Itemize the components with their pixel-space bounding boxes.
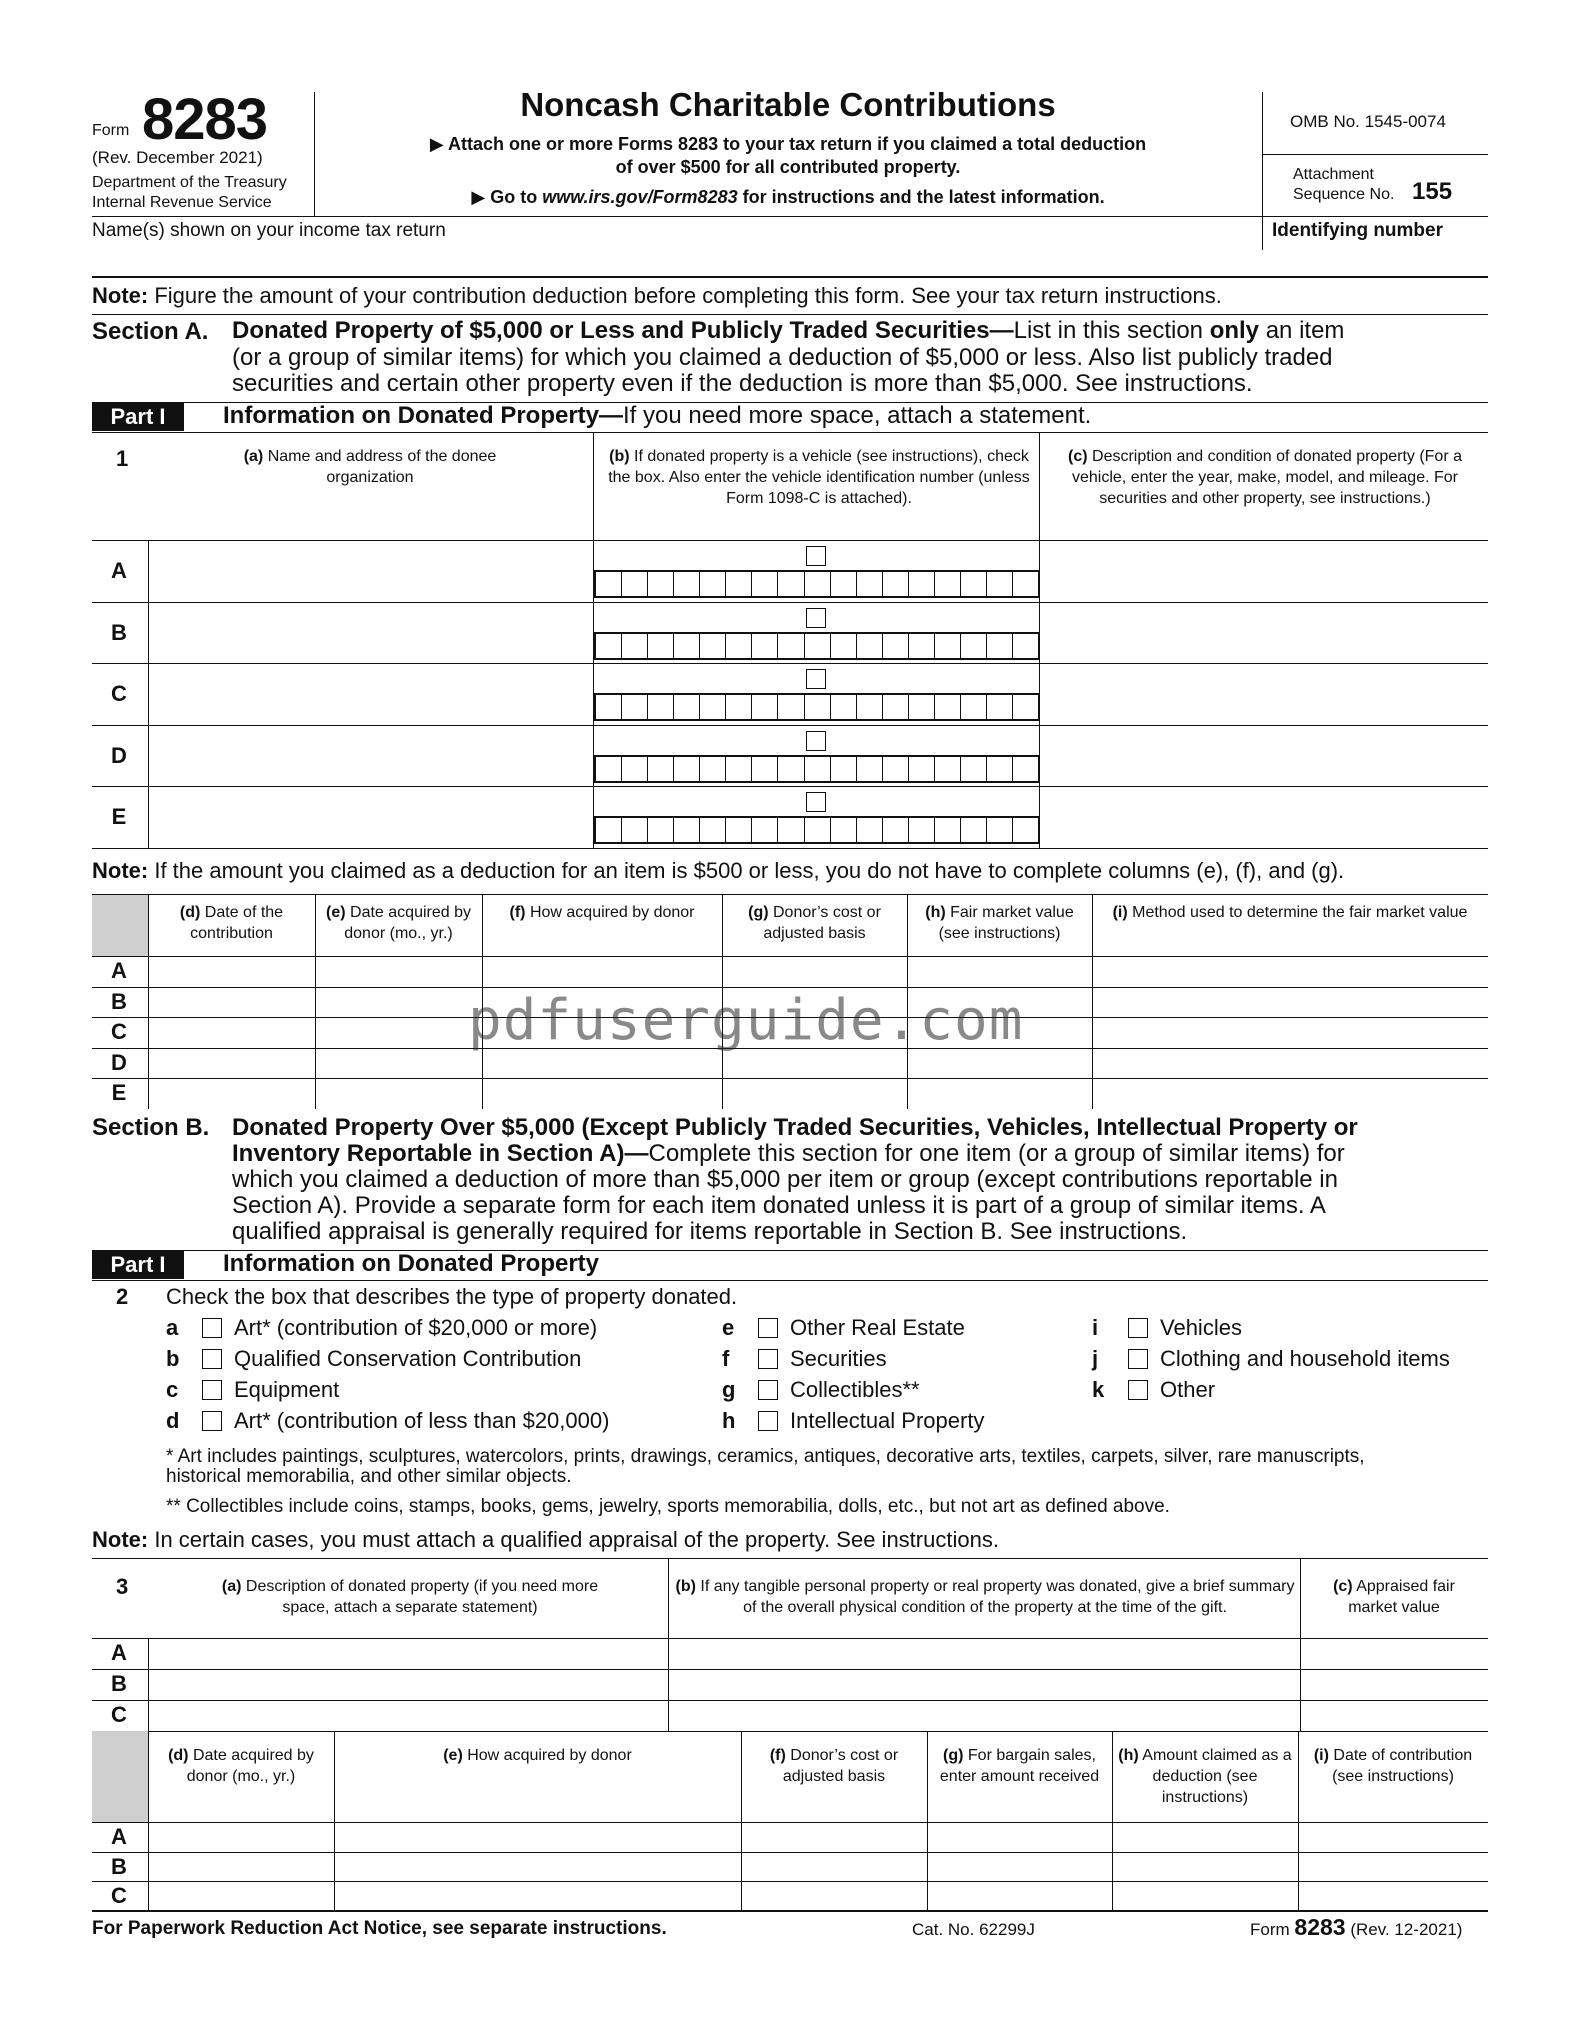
property-type-checkbox-h[interactable] [758, 1411, 778, 1431]
header-divider-left [314, 92, 315, 216]
table-a2-gray-cell [92, 895, 148, 957]
table-b2-header-g [931, 1745, 1108, 1787]
line-3-cell-a-2[interactable] [1302, 1640, 1486, 1667]
form-title: Noncash Charitable Contributions [520, 86, 1056, 123]
header-letter: (h) [925, 904, 946, 921]
line-1-header-rule [92, 540, 1488, 541]
table-b2-cell-b-3[interactable] [929, 1854, 1110, 1880]
table-b2-row-rule-a [92, 1852, 1488, 1853]
property-type-label-c: Equipment [234, 1377, 340, 1402]
names-bottom-rule [92, 276, 1488, 278]
section-a-text-2: an item [1259, 317, 1345, 344]
header-letter: (f) [509, 904, 526, 921]
header-letter: (d) [179, 904, 201, 921]
form-revision: (Rev. December 2021) [92, 148, 263, 167]
option-letter: i [1092, 1315, 1099, 1340]
property-type-label-f: Securities [790, 1346, 887, 1371]
table-a2-top-rule [92, 894, 1488, 895]
note-appraisal [92, 1527, 999, 1553]
line-3-cell-c-0[interactable] [150, 1702, 666, 1729]
table-b2-header-i [1302, 1745, 1484, 1787]
section-a-text-1: List in this section [1013, 317, 1210, 344]
header-text: Amount claimed as a deduction (see instructions) [1138, 1747, 1292, 1806]
omb-number: OMB No. 1545-0074 [1290, 112, 1446, 131]
option-letter: h [722, 1408, 736, 1433]
section-b-line-1: Donated Property Over $5,000 (Except Publicly Traded Securities, Vehicles, Intellectual Property or [232, 1114, 1358, 1141]
header-letter: (g) [748, 904, 769, 921]
note-2-label: Note: [92, 858, 149, 883]
header-divider-right [1262, 92, 1263, 250]
property-type-label-j: Clothing and household items [1160, 1346, 1450, 1371]
line-3-row-rule-b [92, 1700, 1488, 1701]
option-letter: d [166, 1408, 180, 1433]
property-type-label-a: Art* (contribution of $20,000 or more) [234, 1315, 598, 1340]
col-a-letter: (a) [243, 448, 264, 465]
property-type-checkbox-b[interactable] [202, 1349, 222, 1369]
table-b2-row-label-b: B [111, 1853, 127, 1879]
table-a2-row-label-d: D [111, 1049, 127, 1075]
table-a2-cell-d-3[interactable] [724, 1050, 905, 1077]
sequence-number: 155 [1412, 178, 1453, 205]
line-3-col-c-header [1310, 1576, 1478, 1618]
property-type-checkbox-g[interactable] [758, 1380, 778, 1400]
table-a2-divider-5 [1092, 894, 1093, 1109]
part-i-b-bottom-rule [92, 1280, 1488, 1281]
part-i-a-subtitle: If you need more space, attach a statement. [623, 402, 1092, 429]
header-text: How acquired by donor [462, 1747, 632, 1764]
table-b2-divider-0 [148, 1731, 149, 1911]
line-3-col-c-text: Appraised fair market value [1348, 1578, 1455, 1616]
line-1-row-label-a: A [111, 558, 127, 583]
part-i-a-title: Information on Donated Property— [223, 402, 624, 429]
line-3-cell-b-0[interactable] [150, 1671, 666, 1698]
section-b-line-5: qualified appraisal is generally required for items reportable in Section B. See instructions. [232, 1218, 1188, 1245]
catalog-number: Cat. No. 62299J [912, 1920, 1035, 1939]
sequence-label: Sequence No. [1293, 186, 1395, 203]
property-type-label-e: Other Real Estate [790, 1315, 965, 1340]
line-2-instruction: Check the box that describes the type of property donated. [166, 1284, 738, 1309]
header-letter: (h) [1118, 1747, 1139, 1764]
section-b-line-2 [232, 1140, 1345, 1168]
table-a2-cell-a-4[interactable] [909, 958, 1090, 985]
line-3-cell-c-2[interactable] [1302, 1702, 1486, 1729]
watermark: pdfuserguide.com [468, 988, 1024, 1053]
note-text: Figure the amount of your contribution deduction before completing this form. See your tax return instructions. [148, 283, 1222, 308]
note-500 [92, 858, 1344, 884]
note-3-text: In certain cases, you must attach a qualified appraisal of the property. See instructions. [148, 1527, 999, 1552]
header-text: How acquired by donor [525, 904, 695, 921]
section-a-line-2: (or a group of similar items) for which you claimed a deduction of $5,000 or less. Also list publicly traded [232, 344, 1333, 371]
table-b2-divider-4 [1112, 1731, 1113, 1911]
footer-revision: (Rev. 12-2021) [1350, 1920, 1463, 1939]
line-1-donee-field-b[interactable] [150, 604, 590, 662]
property-type-checkbox-c[interactable] [202, 1380, 222, 1400]
table-a2-cell-e-4[interactable] [909, 1080, 1090, 1107]
part-i-a-badge: Part I [92, 403, 184, 431]
vin-field-c[interactable] [594, 693, 1040, 721]
table-b2-divider-2 [741, 1731, 742, 1911]
table-a2-cell-e-0[interactable] [150, 1080, 313, 1107]
table-a2-header-e [319, 902, 478, 944]
line-1-row-rule-a [92, 602, 1488, 603]
property-type-option-g [722, 1377, 750, 1403]
vin-field-b[interactable] [594, 632, 1040, 660]
description-field-e[interactable] [1042, 788, 1486, 846]
line-3-cell-a-0[interactable] [150, 1640, 666, 1667]
section-b-title-2: Inventory Reportable in Section A)— [232, 1140, 649, 1167]
header-letter: (g) [943, 1747, 964, 1764]
vin-field-d[interactable] [594, 755, 1040, 783]
table-a2-cell-b-5[interactable] [1094, 989, 1486, 1016]
line-1-row-rule-b [92, 663, 1488, 664]
table-a2-cell-a-5[interactable] [1094, 958, 1486, 985]
line-1-number: 1 [116, 446, 129, 471]
line-3-col-a-letter: (a) [221, 1578, 242, 1595]
table-b2-cell-b-5[interactable] [1300, 1854, 1486, 1880]
option-letter: f [722, 1346, 730, 1371]
note-deduction [92, 283, 1222, 309]
option-letter: c [166, 1377, 179, 1402]
line-3-number: 3 [116, 1574, 129, 1599]
section-a-title: Donated Property of $5,000 or Less and Publicly Traded Securities— [232, 317, 1014, 344]
form-number: 8283 [142, 87, 268, 152]
vin-field-a[interactable] [594, 570, 1040, 598]
identifying-number-label: Identifying number [1272, 220, 1443, 241]
table-b2-divider-1 [334, 1731, 335, 1911]
vehicle-checkbox-c[interactable] [806, 669, 826, 689]
description-field-c[interactable] [1042, 665, 1486, 723]
table-b2-header-e [338, 1745, 737, 1766]
table-a2-header-d [152, 902, 311, 944]
line-3-row-label-c: C [111, 1702, 127, 1727]
property-type-checkbox-e[interactable] [758, 1318, 778, 1338]
header-letter: (e) [443, 1747, 463, 1764]
header-text: Donor’s cost or adjusted basis [763, 904, 881, 942]
property-type-checkbox-d[interactable] [202, 1411, 222, 1431]
line-3-divider-1 [1300, 1558, 1301, 1731]
table-b2-cell-a-4[interactable] [1114, 1824, 1296, 1850]
property-type-option-j [1092, 1346, 1120, 1372]
attachment-label: Attachment [1293, 166, 1374, 183]
table-a2-cell-a-1[interactable] [317, 958, 480, 985]
table-a2-header-f [486, 902, 718, 923]
goto-prefix: ▶ Go to [471, 187, 543, 207]
col-b-text: If donated property is a vehicle (see instructions), check the box. Also enter the vehicle identification number (unless Form 1098-C is attached). [608, 448, 1030, 507]
department: Department of the Treasury [92, 174, 287, 191]
table-b2-cell-a-3[interactable] [929, 1824, 1110, 1850]
table-b2-cell-c-5[interactable] [1300, 1883, 1486, 1909]
collectibles-footnote: ** Collectibles include coins, stamps, books, gems, jewelry, sports memorabilia, dolls, etc., but not art as defined above. [166, 1496, 1170, 1517]
description-field-a[interactable] [1042, 542, 1486, 600]
table-b2-cell-c-0[interactable] [150, 1883, 332, 1909]
table-a2-divider-0 [148, 894, 149, 1109]
property-type-checkbox-a[interactable] [202, 1318, 222, 1338]
section-b-line-3: which you claimed a deduction of more than $5,000 per item or group (except contributions reportable in [232, 1166, 1338, 1193]
property-type-checkbox-f[interactable] [758, 1349, 778, 1369]
table-a2-header-i [1096, 902, 1484, 923]
header-text: Date acquired by donor (mo., yr.) [344, 904, 471, 942]
table-b2-row-label-c: C [111, 1883, 127, 1908]
header-text: For bargain sales, enter amount received [939, 1747, 1100, 1785]
table-a2-cell-d-4[interactable] [909, 1050, 1090, 1077]
property-type-option-b [166, 1346, 194, 1372]
note-label: Note: [92, 283, 149, 308]
line-3-col-b-text: If any tangible personal property or real property was donated, give a brief summary of the overall physical condition of the property at the time of the gift. [695, 1578, 1295, 1616]
vehicle-checkbox-a[interactable] [806, 546, 826, 566]
property-type-label-i: Vehicles [1160, 1315, 1242, 1340]
table-a2-cell-c-5[interactable] [1094, 1019, 1486, 1046]
table-b2-cell-c-2[interactable] [743, 1883, 925, 1909]
table-a2-cell-d-5[interactable] [1094, 1050, 1486, 1077]
property-type-label-k: Other [1160, 1377, 1216, 1402]
option-letter: g [722, 1377, 736, 1402]
section-a-only: only [1209, 317, 1260, 344]
footer-form-number: 8283 [1294, 1914, 1346, 1940]
table-b2-cell-b-2[interactable] [743, 1854, 925, 1880]
table-b2-cell-a-2[interactable] [743, 1824, 925, 1850]
property-type-option-h [722, 1408, 750, 1434]
table-b2-cell-c-3[interactable] [929, 1883, 1110, 1909]
line-3-cell-a-1[interactable] [670, 1640, 1298, 1667]
form-label: Form [92, 122, 130, 139]
table-a2-cell-a-0[interactable] [150, 958, 313, 985]
section-b-text-2: Complete this section for one item (or a group of similar items) for [648, 1140, 1345, 1167]
names-label: Name(s) shown on your income tax return [92, 220, 446, 241]
table-a2-row-label-c: C [111, 1019, 127, 1045]
table-a2-cell-a-2[interactable] [484, 958, 720, 985]
line-3-col-c-letter: (c) [1333, 1578, 1353, 1595]
section-a-heading [232, 318, 1488, 344]
part-i-b-badge: Part I [92, 1251, 184, 1279]
line-2-number: 2 [116, 1284, 129, 1309]
line-1-row-label-d: D [111, 742, 127, 768]
property-type-option-c [166, 1377, 194, 1403]
description-field-d[interactable] [1042, 727, 1486, 785]
table-b2-header-h [1116, 1745, 1294, 1808]
vehicle-checkbox-b[interactable] [806, 608, 826, 628]
table-b2-divider-3 [927, 1731, 928, 1911]
header-text: Date acquired by donor (mo., yr.) [186, 1747, 314, 1785]
header-letter: (i) [1313, 1747, 1329, 1764]
property-type-checkbox-j[interactable] [1128, 1349, 1148, 1369]
part-i-a-bottom-rule [92, 432, 1488, 433]
header-letter: (e) [326, 904, 346, 921]
note-2-text: If the amount you claimed as a deduction for an item is $500 or less, you do not have to complete columns (e), (f), and (g). [148, 858, 1345, 883]
part-i-b-title: Information on Donated Property [223, 1250, 600, 1277]
line-1-row-rule-e [92, 848, 1488, 849]
option-letter: e [722, 1315, 735, 1340]
line-1-donee-field-d[interactable] [150, 727, 590, 785]
header-letter: (d) [168, 1747, 189, 1764]
option-letter: k [1092, 1377, 1105, 1402]
line-3-cell-b-1[interactable] [670, 1671, 1298, 1698]
table-b2-row-rule-b [92, 1881, 1488, 1882]
table-a2-cell-e-5[interactable] [1094, 1080, 1486, 1107]
line-1-divider-a [148, 540, 149, 848]
table-b2-header-f [745, 1745, 923, 1787]
line-3-cell-b-2[interactable] [1302, 1671, 1486, 1698]
col-c-header [1050, 446, 1480, 509]
table-a2-cell-e-1[interactable] [317, 1080, 480, 1107]
irs: Internal Revenue Service [92, 194, 272, 211]
footer-rule [92, 1910, 1488, 1912]
line-1-row-label-c: C [111, 681, 127, 707]
table-a2-row-label-a: A [111, 958, 127, 983]
table-a2-cell-e-2[interactable] [484, 1080, 720, 1107]
table-b2-cell-a-1[interactable] [336, 1824, 739, 1850]
table-b2-header-rule [92, 1822, 1488, 1823]
attach-instruction-2: of over $500 for all contributed property. [615, 157, 961, 177]
line-3-top-rule [92, 1558, 1488, 1559]
header-text: Method used to determine the fair market value [1127, 904, 1468, 921]
property-type-label-h: Intellectual Property [790, 1408, 985, 1433]
line-3-col-b-header [670, 1576, 1300, 1618]
table-a2-cell-c-1[interactable] [317, 1019, 480, 1046]
table-a2-cell-c-0[interactable] [150, 1019, 313, 1046]
art-footnote-1: * Art includes paintings, sculptures, watercolors, prints, drawings, ceramics, antiques, decorative arts, textiles, carpets, silver, rare manuscripts, [166, 1446, 1365, 1467]
property-type-checkbox-k[interactable] [1128, 1380, 1148, 1400]
table-a2-header-h [911, 902, 1088, 944]
art-footnote-2: historical memorabilia, and other similar objects. [166, 1466, 572, 1487]
line-3-col-a-header [200, 1576, 620, 1618]
line-3-col-a-text: Description of donated property (if you need more space, attach a separate statement) [241, 1578, 599, 1616]
property-type-label-b: Qualified Conservation Contribution [234, 1346, 582, 1371]
section-a-line-3: securities and certain other property even if the deduction is more than $5,000. See instructions. [232, 370, 1253, 397]
line-1-donee-field-e[interactable] [150, 788, 590, 846]
property-type-checkbox-i[interactable] [1128, 1318, 1148, 1338]
line-1-donee-field-c[interactable] [150, 665, 590, 723]
table-a2-cell-d-0[interactable] [150, 1050, 313, 1077]
table-b2-header-d [152, 1745, 330, 1787]
line-1-donee-field-a[interactable] [150, 542, 590, 600]
table-a2-header-g [726, 902, 903, 944]
table-b2-cell-c-1[interactable] [336, 1883, 739, 1909]
property-type-option-e [722, 1315, 750, 1341]
header-letter: (f) [769, 1747, 786, 1764]
property-type-option-a [166, 1315, 194, 1341]
line-3-divider-a [148, 1638, 149, 1731]
table-a2-row-label-b: B [111, 988, 127, 1014]
option-letter: j [1092, 1346, 1099, 1371]
table-a2-header-rule [92, 956, 1488, 957]
line-3-row-rule-c [92, 1731, 1488, 1732]
line-3-row-rule-a [92, 1669, 1488, 1670]
table-a2-cell-e-3[interactable] [724, 1080, 905, 1107]
part-i-a-heading [223, 402, 1091, 430]
line-1-row-label-e: E [111, 804, 127, 830]
table-b2-cell-a-0[interactable] [150, 1824, 332, 1850]
footer-form-word: Form [1250, 1920, 1290, 1939]
property-type-option-k [1092, 1377, 1120, 1403]
line-3-row-label-b: B [111, 1671, 127, 1696]
section-b-line-4: Section A). Provide a separate form for each item donated unless it is part of a group of similar items. A [232, 1192, 1326, 1219]
omb-divider [1262, 154, 1488, 155]
line-3-header-rule [92, 1638, 1488, 1639]
property-type-option-d [166, 1408, 194, 1434]
table-b2-row-label-a: A [111, 1824, 127, 1849]
property-type-label-d: Art* (contribution of less than $20,000) [234, 1408, 610, 1433]
attach-instruction-1: ▶ Attach one or more Forms 8283 to your tax return if you claimed a total deduction [429, 134, 1147, 154]
table-a2-divider-1 [315, 894, 316, 1109]
rule-before-section-a [92, 314, 1488, 315]
section-b-label: Section B. [92, 1114, 210, 1141]
table-a2-cell-a-3[interactable] [724, 958, 905, 985]
line-1-row-label-b: B [111, 619, 127, 645]
option-letter: a [166, 1315, 179, 1340]
table-b2-cell-a-5[interactable] [1300, 1824, 1486, 1850]
table-b2-cell-b-0[interactable] [150, 1854, 332, 1880]
line-3-row-label-a: A [111, 1640, 127, 1665]
line-3-divider-0 [668, 1558, 669, 1731]
header-text: Date of the contribution [190, 904, 284, 942]
table-b2-cell-b-4[interactable] [1114, 1854, 1296, 1880]
property-type-option-i [1092, 1315, 1120, 1341]
paperwork-notice: For Paperwork Reduction Act Notice, see separate instructions. [92, 1918, 667, 1939]
col-c-text: Description and condition of donated property (For a vehicle, enter the year, make, model, and mileage. For securities and other property, see instructions.) [1072, 448, 1462, 507]
goto-suffix: for instructions and the latest information. [737, 187, 1105, 207]
line-1-row-rule-c [92, 725, 1488, 726]
line-1-row-rule-d [92, 786, 1488, 787]
header-letter: (i) [1112, 904, 1128, 921]
col-c-letter: (c) [1068, 448, 1088, 465]
col-a-header [240, 446, 500, 488]
header-text: Date of contribution (see instructions) [1328, 1747, 1473, 1785]
description-field-b[interactable] [1042, 604, 1486, 662]
section-a-label: Section A. [92, 318, 209, 345]
property-type-option-f [722, 1346, 750, 1372]
col-b-letter: (b) [609, 448, 630, 465]
table-b2-cell-b-1[interactable] [336, 1854, 739, 1880]
table-a2-cell-b-0[interactable] [150, 989, 313, 1016]
header-bottom-rule [92, 216, 1488, 217]
table-a2-cell-d-1[interactable] [317, 1050, 480, 1077]
table-a2-row-label-e: E [111, 1080, 127, 1106]
vin-field-e[interactable] [594, 816, 1040, 844]
footer-form-id [1250, 1914, 1462, 1941]
table-b2-gray-cell [92, 1731, 148, 1822]
line-3-col-b-letter: (b) [675, 1578, 696, 1595]
table-a2-cell-d-2[interactable] [484, 1050, 720, 1077]
vehicle-checkbox-d[interactable] [806, 731, 826, 751]
property-type-label-g: Collectibles** [790, 1377, 920, 1402]
option-letter: b [166, 1346, 180, 1371]
col-a-text: Name and address of the donee organization [263, 448, 497, 486]
header-text: Donor’s cost or adjusted basis [782, 1747, 899, 1785]
col-b-header [600, 446, 1038, 509]
line-3-cell-c-1[interactable] [670, 1702, 1298, 1729]
table-b2-divider-5 [1298, 1731, 1299, 1911]
vehicle-checkbox-e[interactable] [806, 792, 826, 812]
irs-url-link[interactable]: www.irs.gov/Form8283 [542, 187, 738, 207]
goto-instruction [316, 187, 1260, 208]
table-a2-row-rule-d [92, 1078, 1488, 1079]
table-b2-cell-c-4[interactable] [1114, 1883, 1296, 1909]
note-3-label: Note: [92, 1527, 149, 1552]
table-a2-cell-b-1[interactable] [317, 989, 480, 1016]
header-text: Fair market value (see instructions) [938, 904, 1074, 942]
